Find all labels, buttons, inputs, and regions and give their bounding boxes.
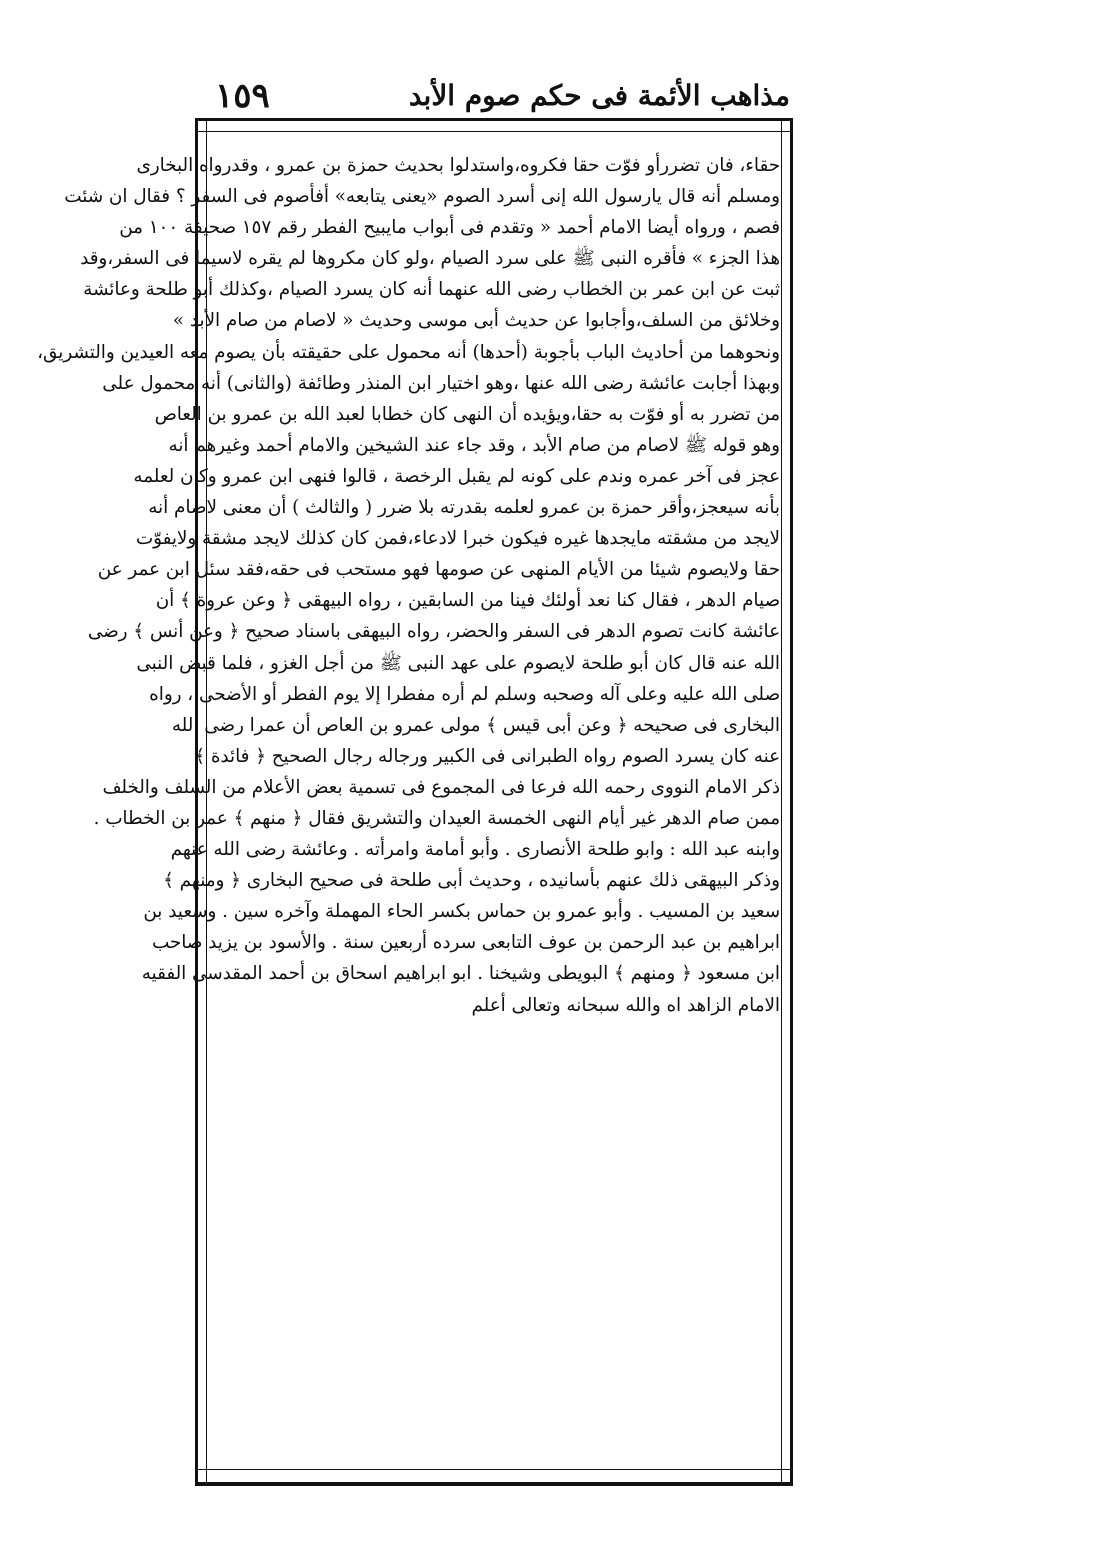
frame-right-rule [781,118,793,1486]
text-line: عائشة كانت تصوم الدهر فى السفر والحضر، رواه البيهقى باسناد صحيح ﴿ وعن أنس ﴾ رضى [87,621,780,643]
text-line: ذكر الامام النووى رحمه الله فرعا فى المجموع فى تسمية بعض الأعلام من السلف والخلف [102,776,780,798]
text-line: فصم ، ورواه أيضا الامام أحمد « وتقدم فى أبواب مايبيح الفطر رقم ١٥٧ صحيفة ١٠٠ من [119,217,780,239]
text-line: وابنه عبد الله : وابو طلحة الأنصارى . وأبو أمامة وامرأته . وعائشة رضى الله عنهم [170,839,780,861]
text-line: وخلائق من السلف،وأجابوا عن حديث أبى موسى وحديث « لاصام من صام الأبد » [172,310,780,332]
page-header [215,72,790,120]
text-line: صلى الله عليه وعلى آله وصحبه وسلم لم أره مفطرا إلا يوم الفطر أو الأضحى ، رواه [149,683,780,705]
text-line: من تضرر به أو فوّت به حقا،ويؤيده أن النهى كان خطابا لعبد الله بن عمرو بن العاص [154,403,780,425]
running-title: مذاهب الأئمة فى حكم صوم الأبد [408,79,790,112]
frame-top-rule [195,118,793,132]
text-line: البخارى فى صحيحه ﴿ وعن أبى قيس ﴾ مولى عمرو بن العاص أن عمرا رضى الله [171,714,780,736]
text-line: ونحوهما من أحاديث الباب بأجوبة (أحدها) أنه محمول على حقيقته بأن يصوم معه العيدين والتشريق، [37,341,780,363]
text-line: ابراهيم بن عبد الرحمن بن عوف التابعى سرده أربعين سنة . والأسود بن يزيد صاحب [151,932,780,954]
frame-bottom-rule [195,1469,793,1486]
text-line: الامام الزاهد اه والله سبحانه وتعالى أعلم [471,994,780,1016]
text-line: حقا ولايصوم شيئا من الأيام المنهى عن صومها فهو مستحب فى حقه،فقد سئل ابن عمر عن [97,559,780,581]
text-line: عنه كان يسرد الصوم رواه الطبرانى فى الكبير ورجاله رجال الصحيح ﴿ فائدة ﴾ [194,745,780,767]
text-line: وبهذا أجابت عائشة رضى الله عنها ،وهو اختيار ابن المنذر وطائفة (والثانى) أنه محمول على [102,372,780,394]
page-number: ١٥٩ [215,76,270,116]
text-line: ابن مسعود ﴿ ومنهم ﴾ البويطى وشيخنا . ابو ابراهيم اسحاق بن أحمد المقدسى الفقيه [141,963,780,985]
text-line: وهو قوله ﷺ لاصام من صام الأبد ، وقد جاء عند الشيخين والامام أحمد وغيرهم أنه [168,434,780,456]
text-line: ثبت عن ابن عمر بن الخطاب رضى الله عنهما أنه كان يسرد الصيام ،وكذلك أبو طلحة وعائشة [83,279,780,301]
text-line: هذا الجزء » فأقره النبى ﷺ على سرد الصيام ،ولو كان مكروها لم يقره لاسيما فى السفر،وقد [80,248,780,270]
text-line: بأنه سيعجز،وأقر حمزة بن عمرو لعلمه بقدرته بلا ضرر ( والثالث ) أن معنى لاصام أنه [148,497,780,519]
text-line: سعيد بن المسيب . وأبو عمرو بن حماس بكسر الحاء المهملة وآخره سين . وسعيد بن [143,901,780,923]
text-line: وذكر البيهقى ذلك عنهم بأسانيده ، وحديث أبى طلحة فى صحيح البخارى ﴿ ومنهم ﴾ [163,870,780,892]
text-line: عجز فى آخر عمره وندم على كونه لم يقبل الرخصة ، قالوا فنهى ابن عمرو وكان لعلمه [133,465,780,487]
text-line: ومسلم أنه قال يارسول الله إنى أسرد الصوم «يعنى يتابعه» أفأصوم فى السفر ؟ فقال ان شئت [64,186,780,208]
text-line: ممن صام الدهر غير أيام النهى الخمسة العيدان والتشريق فقال ﴿ منهم ﴾ عمر بن الخطاب . [93,807,780,829]
text-line: حقاء، فان تضررأو فوّت حقا فكروه،واستدلوا بحديث حمزة بن عمرو ، وقدرواه البخارى [136,155,780,176]
text-line: صيام الدهر ، فقال كنا نعد أولئك فينا من السابقين ، رواه البيهقى ﴿ وعن عروة ﴾ أن [155,590,780,612]
text-line: الله عنه قال كان أبو طلحة لايصوم على عهد النبى ﷺ من أجل الغزو ، فلما قبض النبى [136,652,780,674]
body-text [37,150,780,1460]
text-line: لايجد من مشقته مايجدها غيره فيكون خبرا لادعاء،فمن كان كذلك لايجد مشقة ولايفوّت [135,528,780,550]
